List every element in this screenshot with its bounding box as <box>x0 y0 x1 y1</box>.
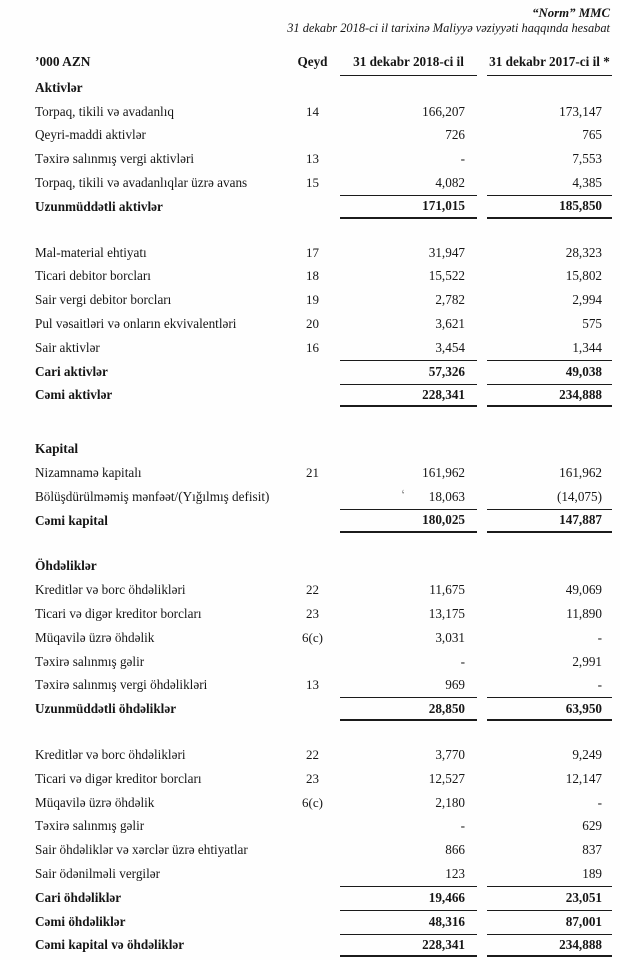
table-row <box>35 171 612 195</box>
table-row <box>35 791 612 815</box>
row-label: Təxirə salınmış gəlir <box>35 653 145 669</box>
note-reference <box>285 195 340 219</box>
row-label: Sair aktivlər <box>35 339 100 355</box>
note-reference <box>285 485 340 509</box>
table-row <box>35 697 612 721</box>
value-2017: 2,994 <box>572 292 602 308</box>
row-label: Kapital <box>35 441 79 457</box>
note-reference <box>285 862 340 886</box>
table-row <box>35 124 612 148</box>
table-row <box>35 555 612 579</box>
note-reference <box>285 910 340 934</box>
value-2017: 234,888 <box>487 384 612 408</box>
document-header <box>35 6 612 36</box>
value-2017: 49,069 <box>565 582 602 598</box>
value-2018: 12,527 <box>428 770 465 786</box>
balance-sheet-table <box>35 48 612 957</box>
table-row <box>35 578 612 602</box>
table-row <box>35 485 612 509</box>
value-2018: 123 <box>445 866 465 881</box>
table-row <box>35 767 612 791</box>
value-2017: 629 <box>582 818 602 834</box>
row-label: Cari aktivlər <box>35 363 108 379</box>
value-2017 <box>487 555 612 579</box>
value-2017: 837 <box>582 842 602 858</box>
note-reference <box>285 124 340 148</box>
unit-label: ’000 AZN <box>35 54 91 69</box>
table-row <box>35 862 612 886</box>
note-reference <box>285 509 340 533</box>
row-label: Nizamnamə kapitalı <box>35 465 142 481</box>
value-2017: 765 <box>582 127 602 143</box>
row-label: Sair ödənilməli vergilər <box>35 866 161 881</box>
value-2017: 2,991 <box>572 653 602 669</box>
row-gap <box>35 721 612 743</box>
note-reference <box>285 838 340 862</box>
row-label: Cəmi aktivlər <box>35 387 113 403</box>
row-label: Cəmi kapital və öhdəliklər <box>35 937 185 953</box>
row-label: Uzunmüddətli aktivlər <box>35 198 163 214</box>
note-reference <box>285 76 340 100</box>
row-label: Cəmi öhdəliklər <box>35 913 126 929</box>
value-2018: 48,316 <box>340 910 477 934</box>
table-row <box>35 626 612 650</box>
table-row <box>35 312 612 336</box>
note-reference <box>285 360 340 384</box>
row-label: Müqavilə üzrə öhdəlik <box>35 794 155 810</box>
value-2018: 161,962 <box>422 465 465 481</box>
note-reference <box>285 555 340 579</box>
note-reference: 19 <box>306 292 319 308</box>
column-header-2018: 31 dekabr 2018-ci il <box>340 48 477 76</box>
note-reference: 23 <box>306 606 319 622</box>
row-label: Ticari və digər kreditor borcları <box>35 770 202 786</box>
table-row <box>35 650 612 674</box>
value-2017: 11,890 <box>566 606 602 622</box>
value-2017: 15,802 <box>565 268 602 284</box>
value-2017: 173,147 <box>559 103 602 119</box>
value-2018: - <box>460 151 465 167</box>
note-reference <box>285 650 340 674</box>
value-2017: 189 <box>582 866 602 881</box>
value-2018: 28,850 <box>340 697 477 721</box>
table-header-row <box>35 48 612 76</box>
document-title: 31 dekabr 2018-ci il tarixinə Maliyyə vəziyyəti haqqında hesabat <box>287 21 610 35</box>
row-gap <box>35 533 612 555</box>
value-2018: 866 <box>445 842 465 858</box>
value-2018: 166,207 <box>422 103 465 119</box>
value-2017: 4,385 <box>572 175 602 191</box>
row-gap <box>35 219 612 241</box>
table-row <box>35 674 612 698</box>
value-2018: 31,947 <box>428 244 465 260</box>
value-2018: 2,782 <box>435 292 465 308</box>
value-2018: 3,770 <box>435 747 465 763</box>
value-2018: 228,341 <box>340 934 477 958</box>
row-label: Qeyri-maddi aktivlər <box>35 127 146 143</box>
table-row <box>35 241 612 265</box>
row-label: Cəmi kapital <box>35 512 108 528</box>
row-label: Təxirə salınmış gəlir <box>35 818 145 834</box>
note-reference: 6(c) <box>302 629 323 645</box>
row-label: Cari öhdəliklər <box>35 889 122 905</box>
value-2018: 15,522 <box>428 268 465 284</box>
value-2017: - <box>597 677 602 693</box>
value-2018 <box>340 555 477 579</box>
note-reference: 23 <box>306 770 319 786</box>
note-reference <box>285 815 340 839</box>
note-reference <box>285 886 340 910</box>
value-2017: 7,553 <box>572 151 602 167</box>
value-2017: 28,323 <box>565 244 602 260</box>
row-label: Təxirə salınmış vergi öhdəlikləri <box>35 677 208 693</box>
value-2017: 1,344 <box>572 339 602 355</box>
note-reference: 17 <box>306 244 319 260</box>
value-2018: 3,454 <box>435 339 465 355</box>
table-row <box>35 461 612 485</box>
value-2017: 147,887 <box>487 509 612 533</box>
value-2018: - <box>460 818 465 834</box>
row-label: Torpaq, tikili və avadanlıqlar üzrə avans <box>35 175 248 191</box>
value-2018: 11,675 <box>429 582 465 598</box>
note-reference <box>285 384 340 408</box>
value-2017: (14,075) <box>556 488 602 504</box>
value-2018: 2,180 <box>435 794 465 810</box>
value-2017: 87,001 <box>487 910 612 934</box>
value-2018: 171,015 <box>340 195 477 219</box>
note-reference: 22 <box>306 582 319 598</box>
value-2017: 49,038 <box>487 360 612 384</box>
table-row <box>35 602 612 626</box>
note-reference: 20 <box>306 316 319 332</box>
row-label: Kreditlər və borc öhdəlikləri <box>35 747 186 763</box>
note-reference <box>285 437 340 461</box>
row-label: Mal-material ehtiyatı <box>35 244 147 260</box>
table-row <box>35 360 612 384</box>
note-reference: 18 <box>306 268 319 284</box>
value-2018: 180,025 <box>340 509 477 533</box>
table-row <box>35 384 612 408</box>
table-row <box>35 934 612 958</box>
table-row <box>35 195 612 219</box>
value-2017: - <box>597 629 602 645</box>
table-row <box>35 265 612 289</box>
table-row <box>35 288 612 312</box>
value-2017 <box>487 76 612 100</box>
row-label: Sair öhdəliklər və xərclər üzrə ehtiyatlar <box>35 842 248 858</box>
value-2018: 228,341 <box>340 384 477 408</box>
row-label: Öhdəliklər <box>35 558 97 574</box>
table-row <box>35 336 612 360</box>
row-label: Uzunmüddətli öhdəliklər <box>35 701 177 717</box>
table-row <box>35 100 612 124</box>
value-2017: 12,147 <box>565 770 602 786</box>
table-row <box>35 838 612 862</box>
note-reference <box>285 934 340 958</box>
value-2017: 185,850 <box>487 195 612 219</box>
value-2018: 3,031 <box>435 629 465 645</box>
table-row <box>35 910 612 934</box>
row-label: Aktivlər <box>35 79 83 95</box>
note-reference: 6(c) <box>302 794 323 810</box>
row-label: Bölüşdürülməmiş mənfəət/(Yığılmış defisit) <box>35 488 270 504</box>
note-reference: 14 <box>306 103 319 119</box>
value-2017: 63,950 <box>487 697 612 721</box>
company-name: “Norm” MMC <box>532 6 610 20</box>
note-reference: 16 <box>306 339 319 355</box>
value-2018: 969 <box>445 677 465 693</box>
row-label: Müqavilə üzrə öhdəlik <box>35 629 155 645</box>
value-2017: 161,962 <box>559 465 602 481</box>
row-label: Torpaq, tikili və avadanlıq <box>35 103 174 119</box>
note-reference: 22 <box>306 747 319 763</box>
value-2017: 575 <box>582 316 602 332</box>
value-2018: 13,175 <box>428 606 465 622</box>
value-2018: 57,326 <box>340 360 477 384</box>
table-row <box>35 509 612 533</box>
value-2018: - <box>460 653 465 669</box>
row-label: Kreditlər və borc öhdəlikləri <box>35 582 186 598</box>
table-row <box>35 76 612 100</box>
row-gap <box>35 407 612 437</box>
value-2018 <box>340 437 477 461</box>
value-2017: 23,051 <box>487 886 612 910</box>
table-row <box>35 815 612 839</box>
value-2018: 726 <box>445 127 465 143</box>
note-column-header: Qeyd <box>297 54 328 69</box>
row-label: Ticari debitor borcları <box>35 268 151 284</box>
table-row <box>35 437 612 461</box>
statement-rows <box>35 76 612 957</box>
value-2017: - <box>597 794 602 810</box>
note-reference <box>285 697 340 721</box>
column-header-2017: 31 dekabr 2017-ci il * <box>487 48 612 76</box>
value-2018 <box>340 76 477 100</box>
value-2018: , 18,063 <box>340 485 477 509</box>
note-reference: 13 <box>306 677 319 693</box>
table-row <box>35 147 612 171</box>
value-2018: 3,621 <box>435 316 465 332</box>
table-row <box>35 886 612 910</box>
value-2017 <box>487 437 612 461</box>
row-label: Ticari və digər kreditor borcları <box>35 606 202 622</box>
note-reference: 13 <box>306 151 319 167</box>
row-label: Təxirə salınmış vergi aktivləri <box>35 151 195 167</box>
row-label: Pul vəsaitləri və onların ekvivalentləri <box>35 316 237 332</box>
value-2018: 19,466 <box>340 886 477 910</box>
table-row <box>35 743 612 767</box>
note-reference: 15 <box>306 175 319 191</box>
value-2018: 4,082 <box>435 175 465 191</box>
note-reference: 21 <box>306 465 319 481</box>
value-2017: 9,249 <box>572 747 602 763</box>
row-label: Sair vergi debitor borcları <box>35 292 172 308</box>
value-2017: 234,888 <box>487 934 612 958</box>
